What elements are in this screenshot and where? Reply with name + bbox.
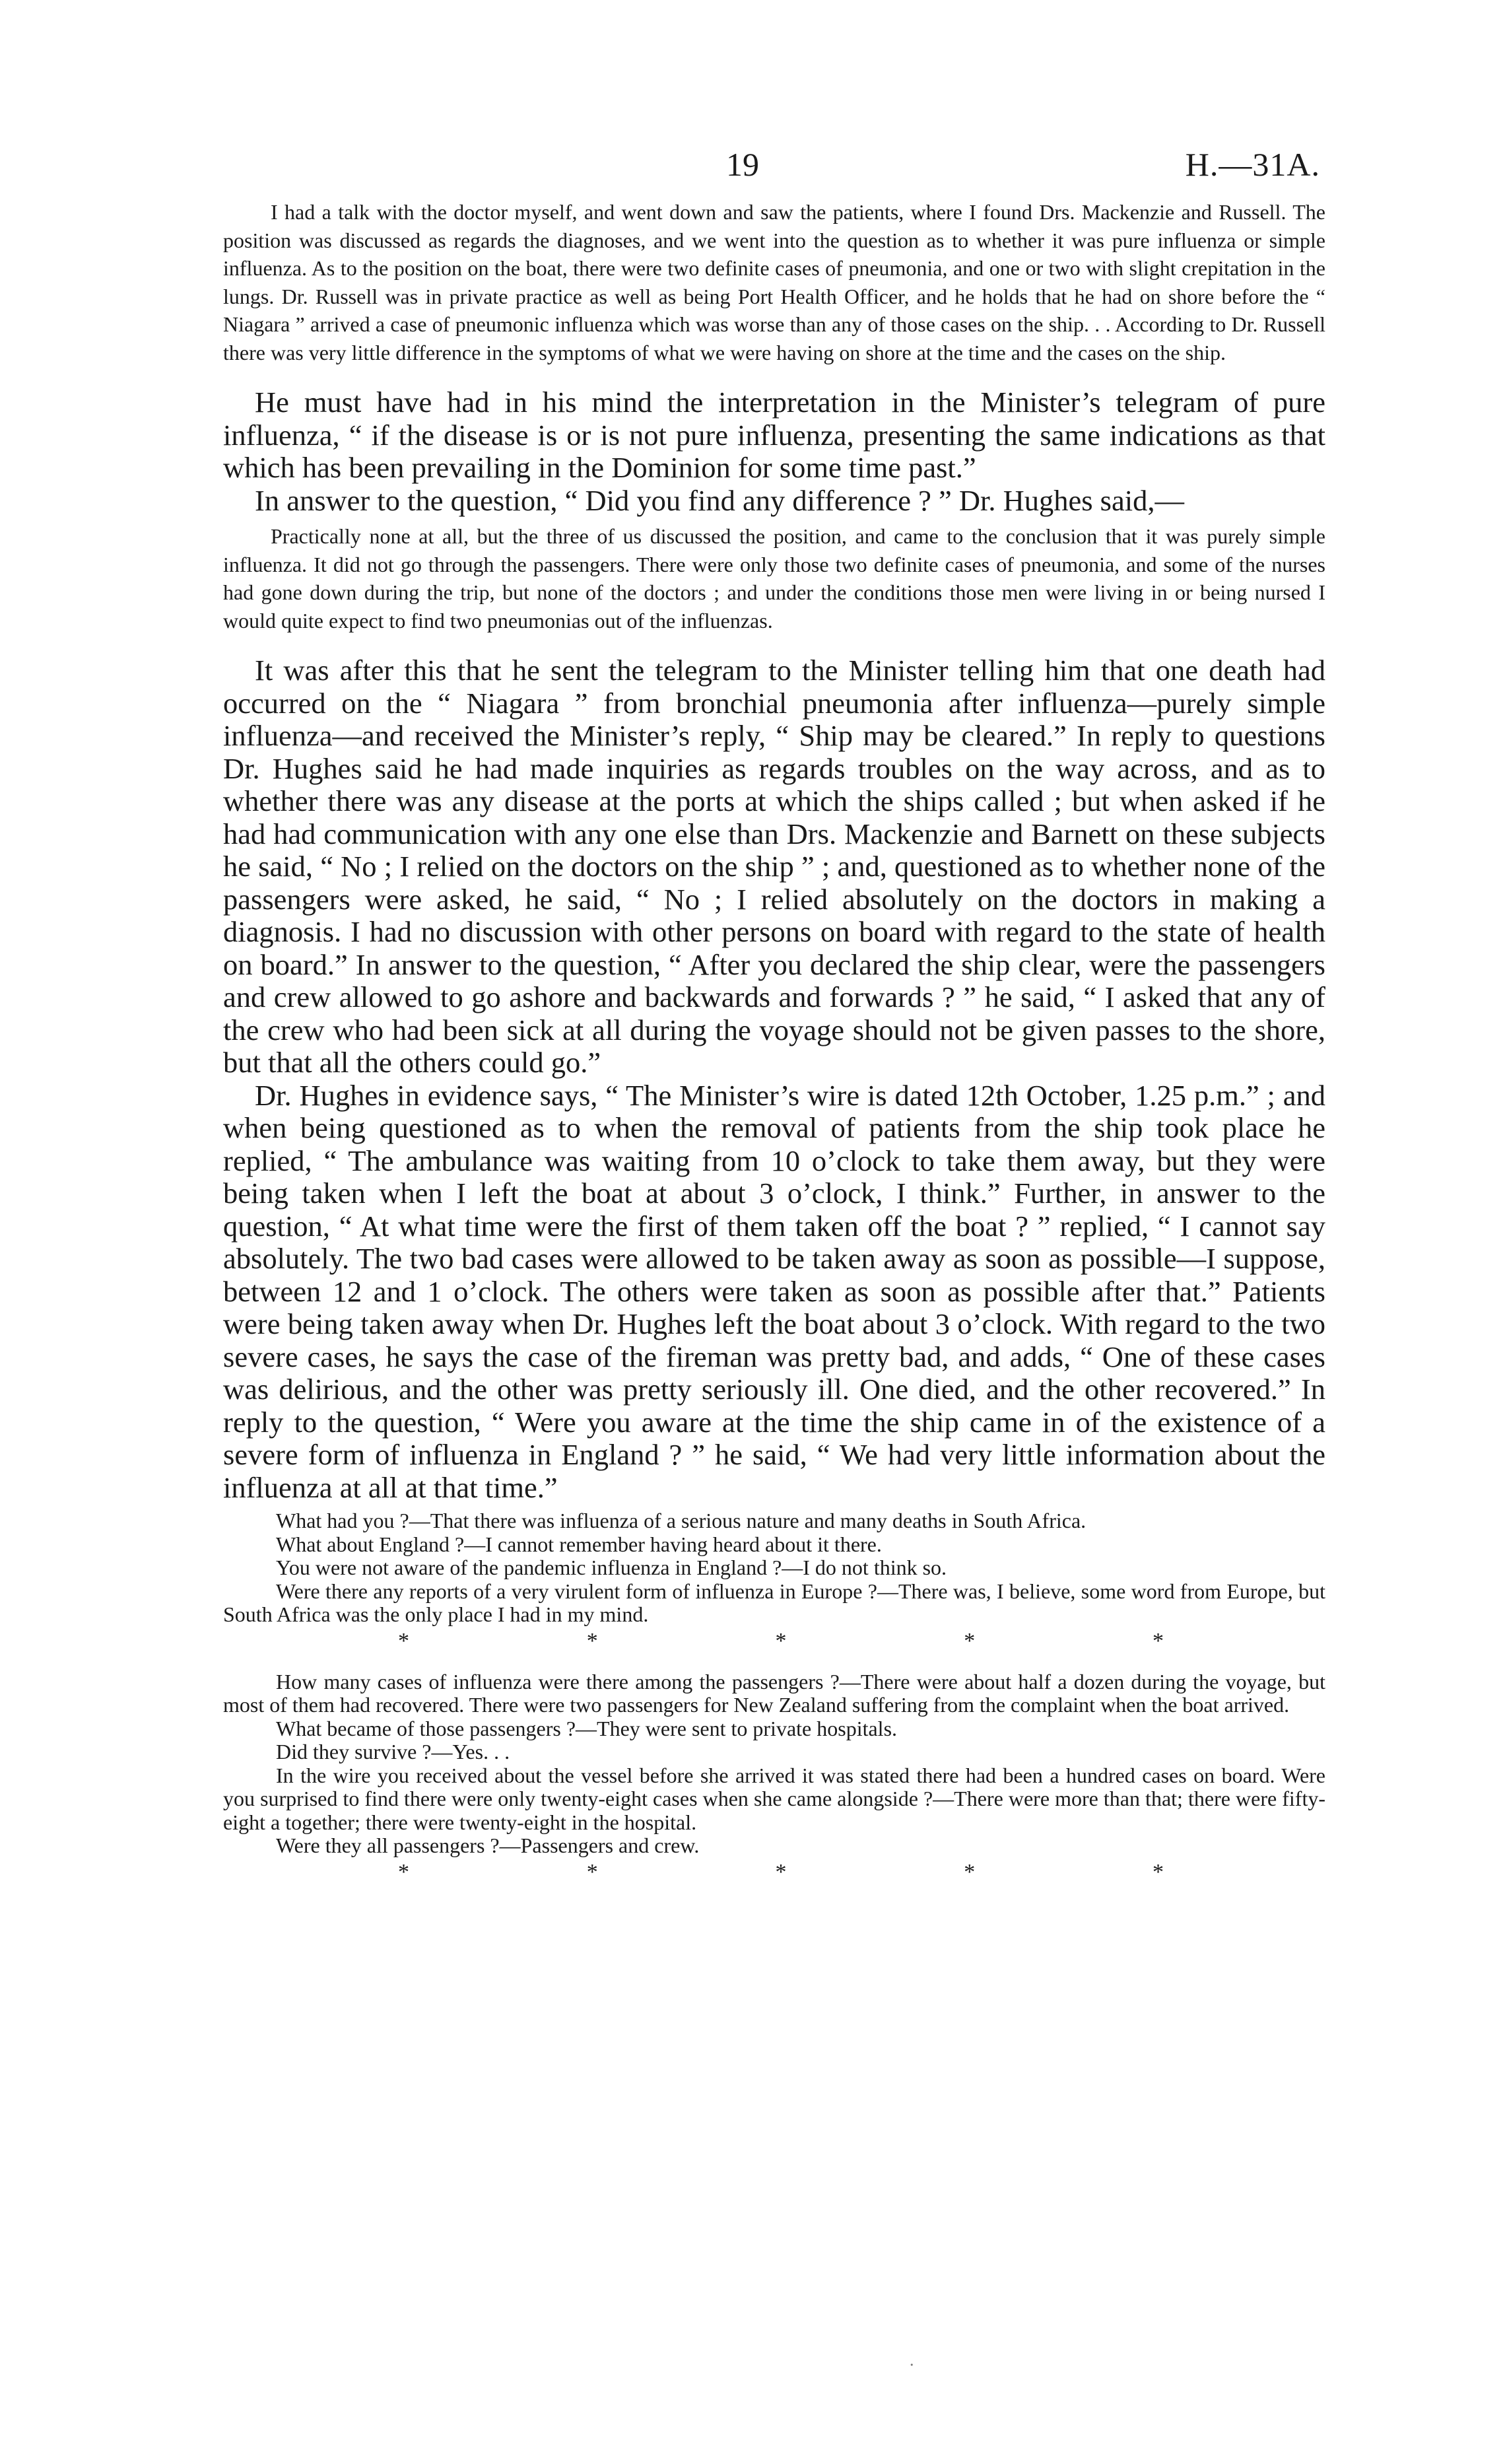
qa-item: Did they survive ?—Yes. . .: [276, 1740, 510, 1763]
asterisk: *: [398, 1859, 409, 1884]
qa-item: What had you ?—That there was influenza of a serious nature and many deaths in South Africa.: [276, 1509, 1087, 1532]
qa-section-1: [223, 1509, 1325, 1627]
asterisk: *: [1153, 1859, 1164, 1884]
qa-item: What about England ?—I cannot remember having heard about it there.: [276, 1532, 882, 1556]
asterisk: *: [775, 1628, 787, 1653]
section-separator: [223, 1858, 1325, 1887]
asterisk: *: [964, 1628, 976, 1653]
asterisk: *: [398, 1628, 409, 1653]
asterisk: *: [586, 1628, 598, 1653]
qa-item: Were there any reports of a very virulent form of influenza in Europe ?—There was, I believe, some word from Europe, but South Africa was the only place I had in my mind.: [223, 1579, 1325, 1626]
asterisk: *: [586, 1859, 598, 1884]
paragraph-minister-telegram: He must have had in his mind the interpretation in the Minister’s telegram of pure influenza, “ if the disease is or is not pure influenza, presenting the same indications as that which has been prevailing in the Dominion for some time past.”: [223, 386, 1325, 484]
section-separator: [223, 1627, 1325, 1656]
document-body: [223, 198, 1325, 1887]
paragraph-telegram-sent: It was after this that he sent the telegram to the Minister telling him that one death had occurred on the “ Niagara ” from bronchial pneumonia after influenza—purely simple influenza—and received the Minister’s reply, “ Ship may be cleared.” In reply to questions Dr. Hughes said he had made inquiries as regards troubles on the way across, and as to whether there was any disease at the ports at which the ships called ; but when asked if he had had communication with any one else than Drs. Mackenzie and Barnett on these subjects he said, “ No ; I relied on the doctors on the ship ” ; and, questioned as to whether none of the passengers were asked, he said, “ No ; I relied absolutely on the doctors in making a diagnosis. I had no discussion with other persons on board with regard to the state of health on board.” In answer to the question, “ After you declared the ship clear, were the passengers and crew allowed to go ashore and backwards and forwards ? ” he said, “ I asked that any of the crew who had been sick at all during the voyage should not be given passes to the shore, but that all the others could go.”: [223, 654, 1325, 1079]
qa-section-2: [223, 1670, 1325, 1858]
document-reference: H.—31A.: [1185, 146, 1320, 183]
quoted-testimony-2: Practically none at all, but the three of us discussed the position, and came to the conclusion that it was purely simple influenza. It did not go through the passengers. There were only those two definite cases of pneumonia, and some of the nurses had gone down during the trip, but none of the doctors ; and under the conditions those men were living in or being nursed I would quite expect to find two pneumonias out of the influenzas.: [223, 524, 1325, 633]
asterisk: *: [1153, 1628, 1164, 1653]
asterisk: *: [964, 1859, 976, 1884]
quoted-testimony-1: I had a talk with the doctor myself, and went down and saw the patients, where I found Drs. Mackenzie and Russell. The position was discussed as regards the diagnoses, and we went into the question as to whether it was pure influenza or simple influenza. As to the position on the boat, there were two definite cases of pneumonia, and one or two with slight crepitation in the lungs. Dr. Russell was in private practice as well as being Port Health Officer, and he holds that he had on shore before the “ Niagara ” arrived a case of pneumonic influenza which was worse than any of those cases on the ship. . . According to Dr. Russell there was very little difference in the symptoms of what we were having on shore at the time and the cases on the ship.: [223, 200, 1325, 364]
footer-mark: .: [910, 2350, 914, 2370]
qa-item: In the wire you received about the vessel before she arrived it was stated there had been a hundred cases on board. Were you surprised to find there were only twenty-eight cases when she came alongside ?—There were more than that; there were fifty-eight a together; there were twenty-eight in the hospital.: [223, 1763, 1325, 1834]
asterisk: *: [775, 1859, 787, 1884]
qa-item: Were they all passengers ?—Passengers and crew.: [276, 1833, 700, 1857]
page-number: 19: [726, 146, 759, 183]
qa-item: You were not aware of the pandemic influenza in England ?—I do not think so.: [276, 1556, 947, 1579]
page-header: [0, 145, 1505, 185]
paragraph-difference-question: In answer to the question, “ Did you find any difference ? ” Dr. Hughes said,—: [255, 483, 1184, 517]
qa-item: What became of those passengers ?—They were sent to private hospitals.: [276, 1716, 898, 1740]
paragraph-hughes-evidence: Dr. Hughes in evidence says, “ The Minister’s wire is dated 12th October, 1.25 p.m.” ; and when being questioned as to when the removal of patients from the ship took place he replied, “ The ambulance was waiting from 10 o’clock to take them away, but they were being taken when I left the boat at about 3 o’clock, I think.” Further, in answer to the question, “ At what time were the first of them taken off the boat ? ” replied, “ I cannot say absolutely. The two bad cases were allowed to be taken away as soon as possible—I suppose, between 12 and 1 o’clock. The others were taken as soon as possible after that.” Patients were being taken away when Dr. Hughes left the boat about 3 o’clock. With regard to the two severe cases, he says the case of the fireman was pretty bad, and adds, “ One of these cases was delirious, and the other was pretty seriously ill. One died, and the other recovered.” In reply to the question, “ Were you aware at the time the ship came in of the existence of a severe form of influenza in England ? ” he said, “ We had very little information about the influenza at all at that time.”: [223, 1078, 1325, 1504]
qa-item: How many cases of influenza were there among the passengers ?—There were about half a dozen during the voyage, but most of them had recovered. There were two passengers for New Zealand suffering from the complaint when the boat arrived.: [223, 1669, 1325, 1717]
